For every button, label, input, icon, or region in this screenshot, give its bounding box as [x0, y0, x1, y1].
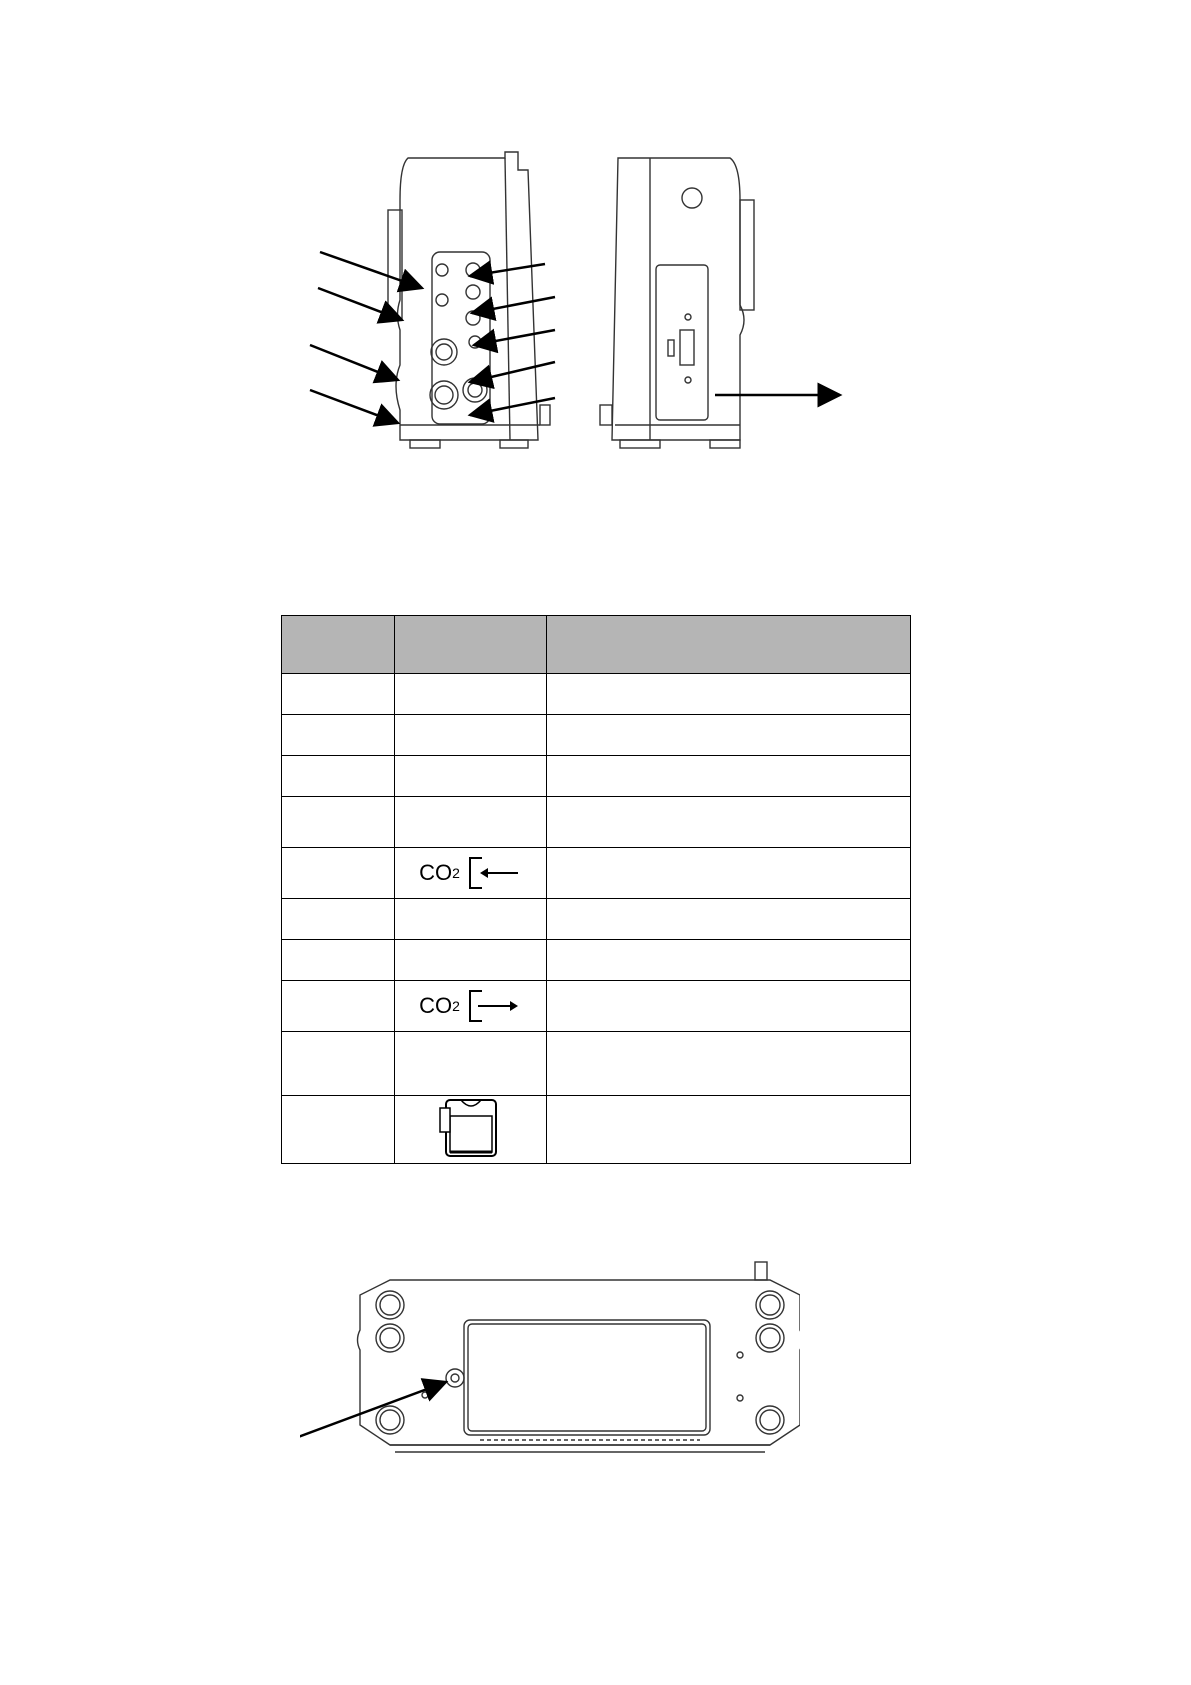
callout-arrow	[300, 1382, 446, 1440]
module-icon	[436, 1096, 506, 1158]
table-row	[282, 1096, 911, 1164]
table-row	[282, 981, 911, 1032]
table-header-row	[282, 616, 911, 674]
callout-arrows	[310, 252, 840, 423]
co2-inlet-symbol: CO 2	[419, 855, 522, 891]
side-views-illustration	[300, 140, 860, 480]
table-row	[282, 848, 911, 899]
monitor-bottom-outline	[358, 1262, 801, 1452]
co2-outlet-arrow-icon	[468, 988, 522, 1024]
table-row	[282, 940, 911, 981]
co2-outlet-symbol: CO 2	[419, 988, 522, 1024]
table-row	[282, 1032, 911, 1096]
table-row	[282, 756, 911, 797]
table-row	[282, 715, 911, 756]
table-row	[282, 797, 911, 848]
table-row	[282, 899, 911, 940]
header-cell-symbol	[395, 616, 547, 674]
right-side-view	[600, 158, 754, 448]
bottom-view-figure	[300, 1250, 800, 1470]
co2-inlet-arrow-icon	[468, 855, 522, 891]
header-cell-number	[282, 616, 395, 674]
side-views-figure	[300, 140, 860, 480]
table-row	[282, 674, 911, 715]
header-cell-description	[547, 616, 911, 674]
bottom-view-illustration	[300, 1250, 800, 1470]
connector-table	[281, 615, 911, 1164]
